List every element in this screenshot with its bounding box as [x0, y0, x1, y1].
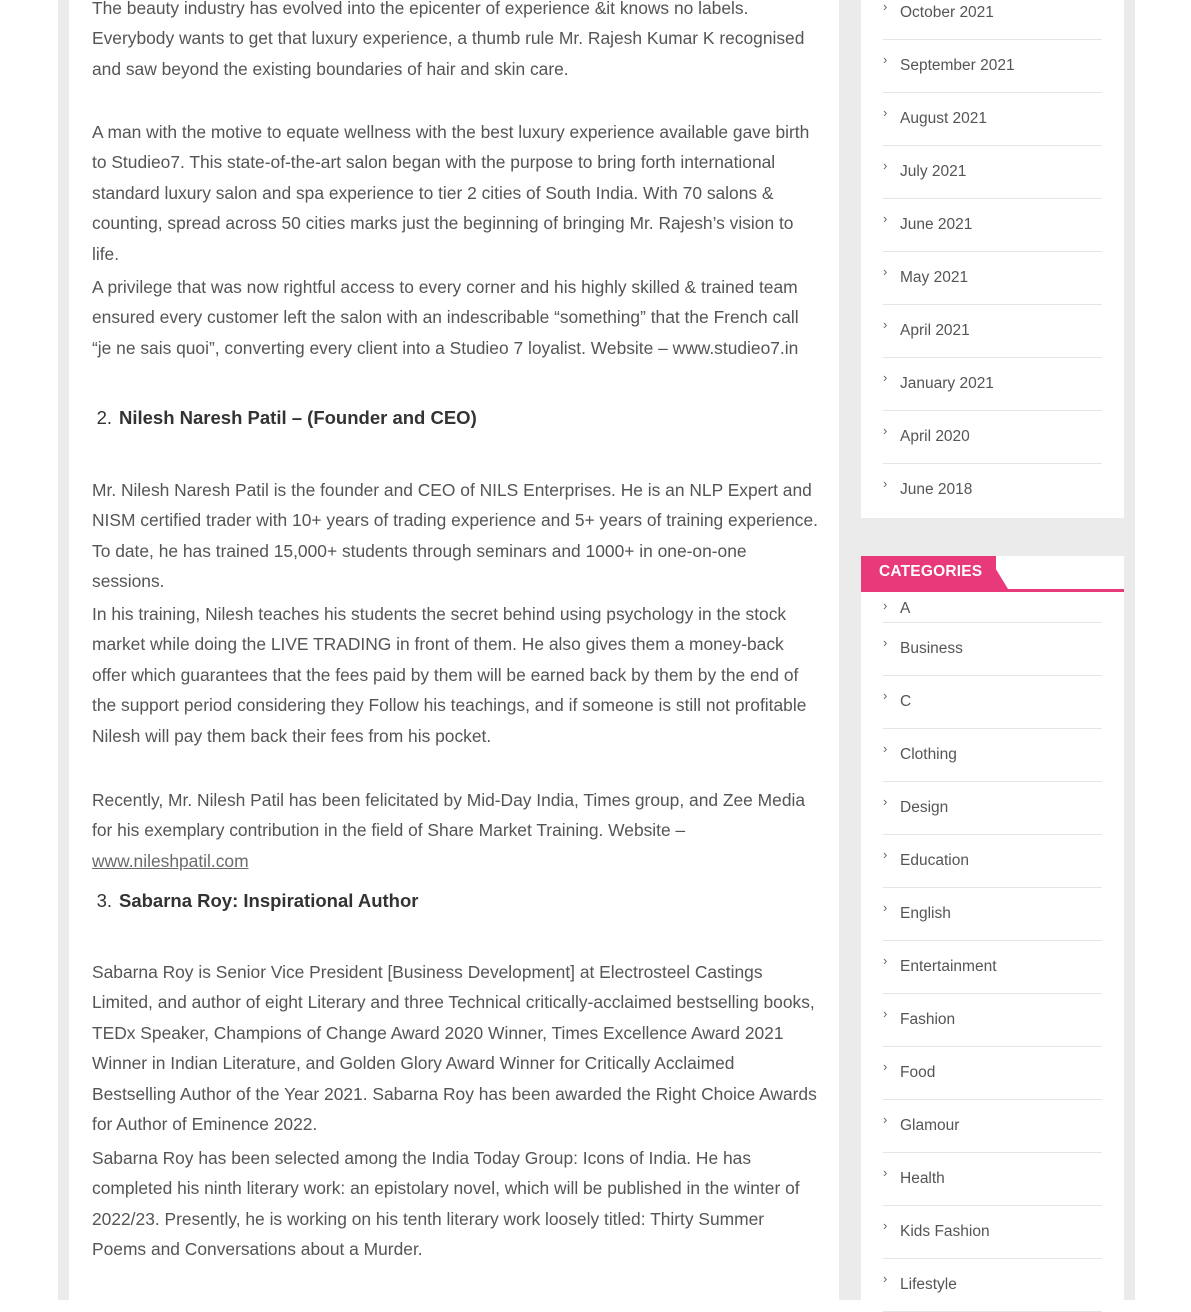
- archive-item[interactable]: [883, 464, 1102, 517]
- category-item-label: Business: [900, 640, 963, 657]
- category-item[interactable]: [883, 623, 1102, 676]
- article-paragraph: Sabarna Roy is Senior Vice President [Business Development] at Electrosteel Castings Limited, and author of eight Literary and three Technical critically-acclaimed bestselling books, TEDx Speaker, Champions of Change Award 2020 Winner, Times Excellence Award 2021 Winner in Indian Literature, and Golden Glory Award Winner for Critically Acclaimed Bestselling Author of the Year 2021. Sabarna Roy has been awarded the Right Choice Awards for Author of Eminence 2022.: [92, 962, 817, 1135]
- archive-item-label: April 2021: [900, 322, 970, 339]
- chevron-right-icon: ›: [883, 900, 888, 915]
- section-heading-sabarna: [69, 889, 418, 913]
- chevron-right-icon: ›: [883, 211, 888, 226]
- category-item[interactable]: [883, 888, 1102, 941]
- archive-item[interactable]: [883, 199, 1102, 252]
- chevron-right-icon: ›: [883, 794, 888, 809]
- category-item[interactable]: [883, 1100, 1102, 1153]
- chevron-right-icon: ›: [883, 264, 888, 279]
- chevron-right-icon: ›: [883, 1059, 888, 1074]
- category-item-label: Clothing: [900, 746, 957, 763]
- chevron-right-icon: ›: [883, 688, 888, 703]
- category-item-label: Entertainment: [900, 958, 997, 975]
- archive-item[interactable]: [883, 0, 1102, 40]
- chevron-right-icon: ›: [883, 0, 888, 14]
- chevron-right-icon: ›: [883, 158, 888, 173]
- categories-widget: [861, 556, 1124, 1300]
- chevron-right-icon: ›: [883, 52, 888, 67]
- nilesh-website-link[interactable]: www.nileshpatil.com: [92, 850, 249, 871]
- article-paragraph: A privilege that was now rightful access to every corner and his highly skilled & trained team ensured every customer left the salon with an indescribable “something” that the French call “je ne sais quoi”, converting every client into a Studieo 7 loyalist. Website – www.studieo7.in: [92, 277, 799, 358]
- chevron-right-icon: ›: [883, 423, 888, 438]
- category-item-label: Design: [900, 799, 949, 816]
- category-item[interactable]: [883, 835, 1102, 888]
- archive-item-label: October 2021: [900, 4, 994, 21]
- category-item[interactable]: [883, 729, 1102, 782]
- article-paragraph: Sabarna Roy has been selected among the India Today Group: Icons of India. He has completed his ninth literary work: an epistolary novel, which will be published in the winter of 2022/23. Presently, he is working on his tenth literary work loosely titled: Thirty Summer Poems and Conversations about a Murder.: [92, 1148, 800, 1260]
- category-item[interactable]: [883, 994, 1102, 1047]
- category-item-label: Fashion: [900, 1011, 956, 1028]
- article-paragraph: In his training, Nilesh teaches his students the secret behind using psychology in the stock market while doing the LIVE TRADING in front of them. He also gives them a money-back offer which guarantees that the fees paid by them will be earned back by them by the end of the support period considering they Follow his teachings, and if someone is still not profitable Nilesh will pay them back their fees from his pocket.: [92, 604, 807, 746]
- archive-item[interactable]: [883, 146, 1102, 199]
- category-item-label: Education: [900, 852, 969, 869]
- archive-item-label: September 2021: [900, 57, 1015, 74]
- archive-item-label: August 2021: [900, 110, 988, 127]
- category-item-label: Food: [900, 1064, 936, 1081]
- category-item[interactable]: [883, 1206, 1102, 1259]
- archive-item[interactable]: [883, 40, 1102, 93]
- category-item-label: A: [900, 600, 911, 617]
- category-item-label: C: [900, 693, 912, 710]
- archive-item-label: June 2018: [900, 481, 973, 498]
- archive-item[interactable]: [883, 252, 1102, 305]
- chevron-right-icon: ›: [883, 741, 888, 756]
- archive-item-label: July 2021: [900, 163, 967, 180]
- chevron-right-icon: ›: [883, 1165, 888, 1180]
- archive-item[interactable]: [883, 411, 1102, 464]
- category-item[interactable]: [883, 1153, 1102, 1206]
- chevron-right-icon: ›: [883, 476, 888, 491]
- category-item-label: Lifestyle: [900, 1276, 957, 1293]
- article-paragraph: [92, 785, 820, 876]
- chevron-right-icon: ›: [883, 1112, 888, 1127]
- article-paragraph: A man with the motive to equate wellness with the best luxury experience available gave birth to Studieo7. This state-of-the-art salon began with the purpose to bring forth international standard luxury salon and spa experience to tier 2 cities of South India. With 70 salons & counting, spread across 50 cities marks just the beginning of bringing Mr. Rajesh’s vision to life.: [92, 122, 810, 264]
- archive-item-label: June 2021: [900, 216, 973, 233]
- archive-item[interactable]: [883, 358, 1102, 411]
- chevron-right-icon: ›: [883, 953, 888, 968]
- heading-text: Sabarna Roy: Inspirational Author: [119, 890, 419, 911]
- category-item-label: Kids Fashion: [900, 1223, 990, 1240]
- section-heading-nilesh: [69, 406, 477, 430]
- archives-widget: [861, 0, 1124, 518]
- archive-item[interactable]: [883, 93, 1102, 146]
- archive-item-label: April 2020: [900, 428, 970, 445]
- category-item-label: Health: [900, 1170, 945, 1187]
- chevron-right-icon: ›: [883, 1006, 888, 1021]
- category-item[interactable]: [883, 1259, 1102, 1312]
- chevron-right-icon: ›: [883, 1218, 888, 1233]
- archive-item-label: January 2021: [900, 375, 994, 392]
- category-item[interactable]: [883, 782, 1102, 835]
- archive-item[interactable]: [883, 305, 1102, 358]
- chevron-right-icon: ›: [883, 105, 888, 120]
- category-item[interactable]: [883, 941, 1102, 994]
- article-content: [69, 0, 839, 1300]
- chevron-right-icon: ›: [883, 1271, 888, 1286]
- chevron-right-icon: ›: [883, 370, 888, 385]
- article-paragraph: Mr. Nilesh Naresh Patil is the founder and CEO of NILS Enterprises. He is an NLP Expert and NISM certified trader with 10+ years of trading experience and 5+ years of training experience. To date, he has trained 15,000+ students through seminars and 1000+ in one-on-one sessions.: [92, 480, 818, 592]
- category-item-label: English: [900, 905, 951, 922]
- categories-list: [861, 570, 1124, 1312]
- category-item[interactable]: [883, 570, 1102, 623]
- category-item[interactable]: [883, 1047, 1102, 1100]
- chevron-right-icon: ›: [883, 635, 888, 650]
- category-item[interactable]: [883, 676, 1102, 729]
- archives-list: [861, 0, 1124, 517]
- paragraph-text: Recently, Mr. Nilesh Patil has been felicitated by Mid-Day India, Times group, and Zee Media for his exemplary contribution in the field of Share Market Training. Website –: [92, 790, 806, 841]
- heading-number: 3.: [96, 890, 112, 911]
- article-paragraph: The beauty industry has evolved into the epicenter of experience &it knows no labels. Everybody wants to get that luxury experience, a thumb rule Mr. Rajesh Kumar K recognised and saw beyond the existing boundaries of hair and skin care.: [92, 0, 805, 79]
- heading-number: 2.: [96, 407, 112, 428]
- chevron-right-icon: ›: [883, 317, 888, 332]
- categories-title: CATEGORIES: [861, 556, 996, 589]
- heading-text: Nilesh Naresh Patil – (Founder and CEO): [119, 407, 477, 428]
- archive-item-label: May 2021: [900, 269, 969, 286]
- category-item-label: Glamour: [900, 1117, 960, 1134]
- chevron-right-icon: ›: [883, 847, 888, 862]
- chevron-right-icon: ›: [883, 598, 888, 613]
